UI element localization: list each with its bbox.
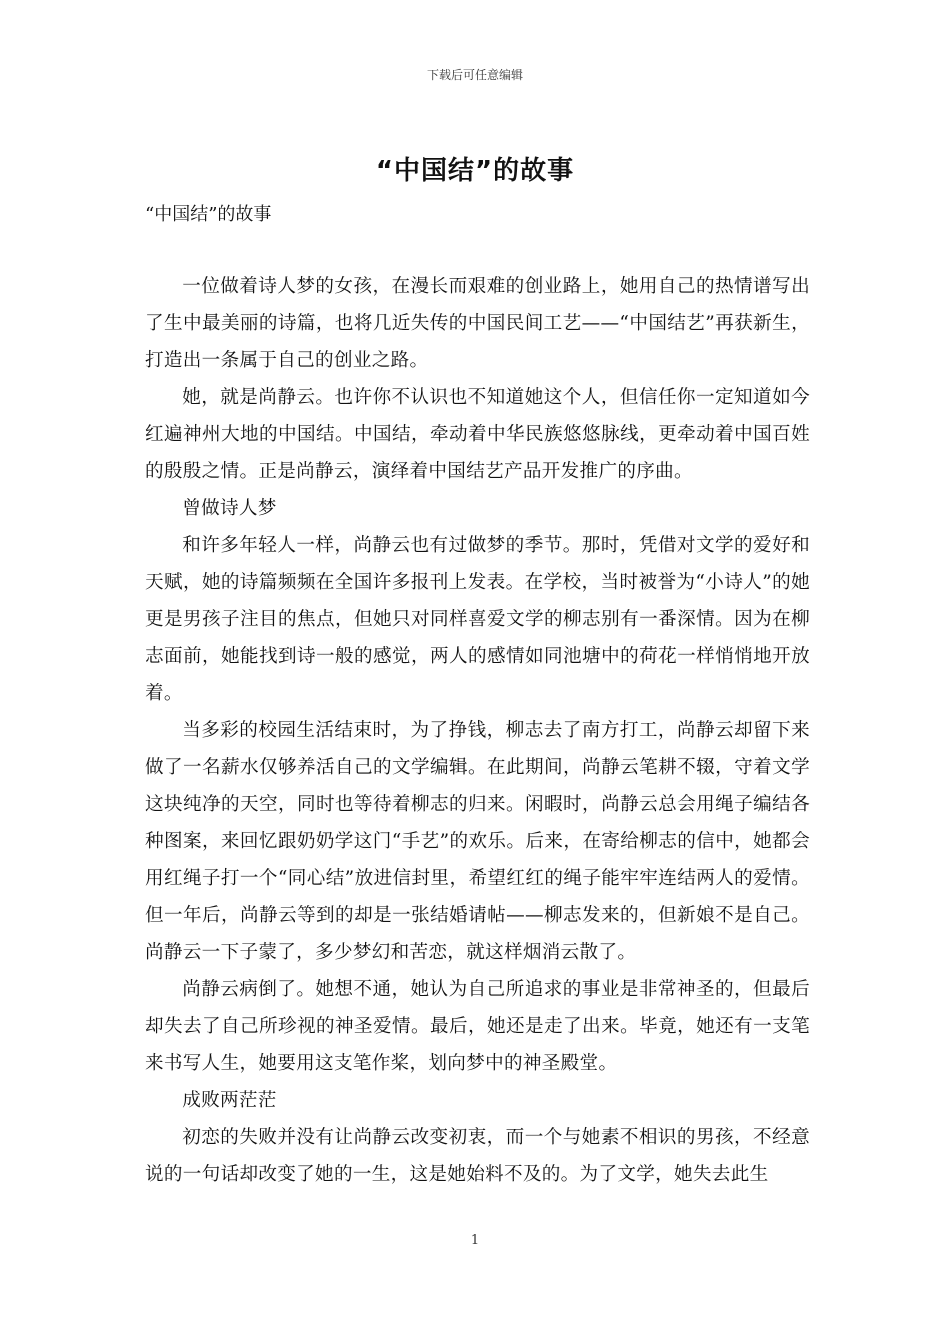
section-heading: 曾做诗人梦: [182, 498, 277, 519]
page-number: 1: [470, 1233, 480, 1248]
page-header-note: 下载后可任意编辑: [426, 68, 523, 82]
paragraph: 尚静云病倒了。她想不通，她认为自己所追求的事业是非常神圣的，但最后却失去了自己所珍视的神圣爱情。最后，她还是走了出来。毕竟，她还有一支笔来书写人生，她要用这支笔作桨，划向梦中的神圣殿堂。: [145, 979, 810, 1074]
document-body: [145, 268, 810, 1193]
paragraph: 一位做着诗人梦的女孩，在漫长而艰难的创业路上，她用自己的热情谱写出了生中最美丽的诗篇，也将几近失传的中国民间工艺——“中国结艺”再获新生，打造出一条属于自己的创业之路。: [145, 276, 810, 371]
paragraph: 她，就是尚静云。也许你不认识也不知道她这个人，但信任你一定知道如今红遍神州大地的中国结。中国结，牵动着中华民族悠悠脉线，更牵动着中国百姓的殷殷之情。正是尚静云，演绎着中国结艺产品开发推广的序曲。: [145, 387, 810, 482]
paragraph: 和许多年轻人一样，尚静云也有过做梦的季节。那时，凭借对文学的爱好和天赋，她的诗篇频频在全国许多报刊上发表。在学校，当时被誉为“小诗人”的她更是男孩子注目的焦点，但她只对同样喜爱文学的柳志别有一番深情。因为在柳志面前，她能找到诗一般的感觉，两人的感情如同池塘中的荷花一样悄悄地开放着。: [145, 535, 810, 704]
document-title: “中国结”的故事: [375, 156, 575, 186]
paragraph: 当多彩的校园生活结束时，为了挣钱，柳志去了南方打工，尚静云却留下来做了一名薪水仅够养活自己的文学编辑。在此期间，尚静云笔耕不辍，守着文学这块纯净的天空，同时也等待着柳志的归来。闲暇时，尚静云总会用绳子编结各种图案，来回忆跟奶奶学这门“手艺”的欢乐。后来，在寄给柳志的信中，她都会用红绳子打一个“同心结”放进信封里，希望红红的绳子能牢牢连结两人的爱情。但一年后，尚静云等到的却是一张结婚请帖——柳志发来的，但新娘不是自己。尚静云一下子蒙了，多少梦幻和苦恋，就这样烟消云散了。: [145, 720, 810, 963]
section-heading: 成败两茫茫: [182, 1090, 277, 1111]
document-subtitle: “中国结”的故事: [145, 204, 272, 225]
paragraph: 初恋的失败并没有让尚静云改变初衷，而一个与她素不相识的男孩，不经意说的一句话却改变了她的一生，这是她始料不及的。为了文学，她失去此生: [145, 1127, 810, 1185]
